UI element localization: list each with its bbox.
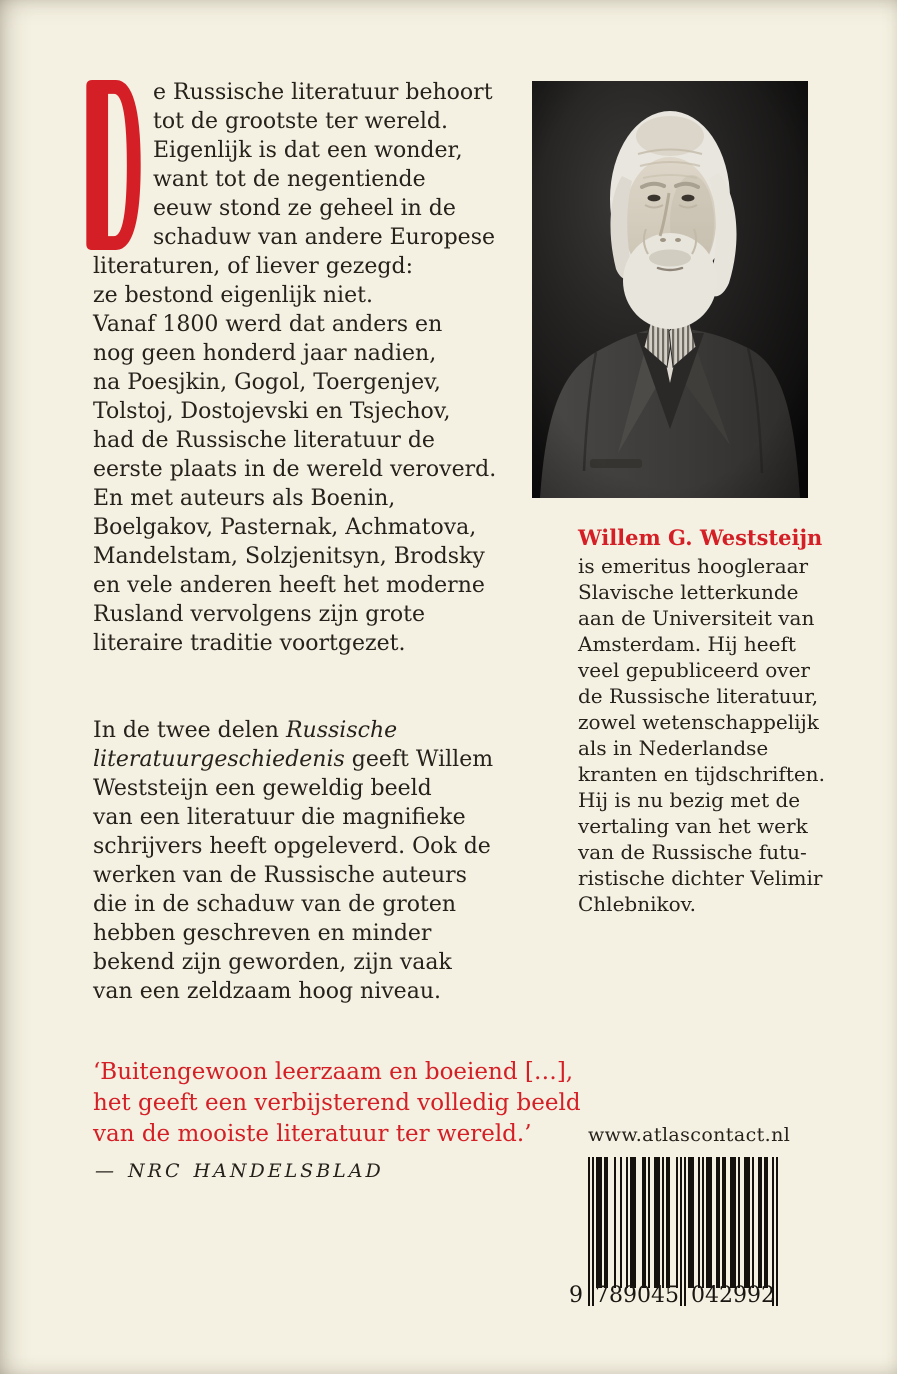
barcode-bar — [702, 1157, 704, 1288]
barcode-bar — [626, 1157, 628, 1288]
text-line: bekend zijn geworden, zijn vaak — [93, 950, 452, 975]
text-line: In de twee delen Russische — [93, 718, 398, 743]
barcode-bar — [668, 1157, 670, 1288]
barcode-bar — [592, 1157, 594, 1306]
blurb-paragraph-2 — [93, 716, 543, 1006]
text-line: Chlebnikov. — [578, 892, 696, 916]
barcode-digit: 4 — [705, 1283, 719, 1308]
barcode-digits-right — [691, 1283, 775, 1308]
text-line: van de mooiste literatuur ter wereld.’ — [93, 1121, 532, 1147]
text-line: aan de Universiteit van — [578, 606, 815, 630]
barcode-bar — [658, 1157, 660, 1288]
barcode-digit: 4 — [651, 1283, 665, 1308]
barcode-bar — [588, 1157, 590, 1306]
author-bio — [578, 553, 828, 917]
barcode-digit: 0 — [691, 1283, 705, 1308]
text-line: Amsterdam. Hij heeft — [578, 632, 796, 656]
barcode-bar — [634, 1157, 636, 1288]
author-block — [578, 524, 828, 917]
text-line: Boelgakov, Pasternak, Achmatova, — [93, 515, 477, 540]
text-line: en vele anderen heeft het moderne — [93, 573, 485, 598]
text-line: Vanaf 1800 werd dat anders en — [93, 312, 443, 337]
text-line: want tot de negentiende — [153, 167, 426, 192]
barcode-bar — [684, 1157, 686, 1306]
barcode-digit: 9 — [747, 1283, 761, 1308]
text-line: literaturen, of liever gezegd: — [93, 254, 413, 279]
barcode-digit: 9 — [733, 1283, 747, 1308]
text-line: schrijvers heeft opgeleverd. Ook de — [93, 834, 491, 859]
barcode-digit: 9 — [623, 1283, 637, 1308]
text-line: Tolstoj, Dostojevski en Tsjechov, — [93, 399, 451, 424]
text-line: van een literatuur die magnifieke — [93, 805, 466, 830]
text-line: vertaling van het werk — [578, 814, 808, 838]
barcode-bar — [776, 1157, 778, 1306]
text-line: Eigenlijk is dat een wonder, — [153, 138, 463, 163]
review-quote — [93, 1057, 581, 1150]
barcode-bar — [644, 1157, 646, 1288]
barcode-bar — [680, 1157, 682, 1306]
text-line: na Poesjkin, Gogol, Toergenjev, — [93, 370, 441, 395]
text-line: is emeritus hoogleraar — [578, 554, 809, 578]
barcode-bar — [734, 1157, 736, 1288]
text-line: e Russische literatuur behoort — [153, 80, 493, 105]
barcode-bar — [620, 1157, 622, 1288]
text-line: veel gepubliceerd over — [578, 658, 810, 682]
barcode-digit: 2 — [719, 1283, 733, 1308]
text-line: tot de grootste ter wereld. — [153, 109, 448, 134]
barcode-digit: 5 — [665, 1283, 679, 1308]
barcode-bar — [724, 1157, 726, 1288]
publisher-website: www.atlascontact.nl — [588, 1124, 791, 1146]
text-line: ze bestond eigenlijk niet. — [93, 283, 373, 308]
text-line: had de Russische literatuur de — [93, 428, 435, 453]
text-line: van de Russische futu- — [578, 840, 807, 864]
text-line: Weststeijn een geweldig beeld — [93, 776, 432, 801]
quote-attribution: — NRC HANDELSBLAD — [95, 1160, 384, 1182]
barcode — [569, 1157, 778, 1309]
text-line: hebben geschreven en minder — [93, 921, 432, 946]
barcode-bar — [676, 1157, 678, 1288]
barcode-bar — [748, 1157, 750, 1288]
text-line: En met auteurs als Boenin, — [93, 486, 396, 511]
text-line: werken van de Russische auteurs — [93, 863, 467, 888]
barcode-bar — [662, 1157, 664, 1288]
barcode-lead-digit: 9 — [569, 1283, 583, 1308]
text-line: ristische dichter Velimir — [578, 866, 823, 890]
text-line: ‘Buitengewoon leerzaam en boeiend […], — [93, 1059, 574, 1085]
barcode-bar — [692, 1157, 694, 1288]
barcode-bar — [738, 1157, 740, 1288]
barcode-bar — [718, 1157, 720, 1288]
barcode-digits-left — [595, 1283, 679, 1308]
text-line: Slavische letterkunde — [578, 580, 799, 604]
text-line: zowel wetenschappelijk — [578, 710, 819, 734]
barcode-digit: 7 — [595, 1283, 609, 1308]
text-line: het geeft een verbijsterend volledig beeld — [93, 1090, 581, 1116]
barcode-bar — [752, 1157, 754, 1288]
barcode-bar — [614, 1157, 616, 1288]
barcode-bar — [600, 1157, 602, 1288]
barcode-digit: 0 — [637, 1283, 651, 1308]
barcode-bar — [760, 1157, 762, 1288]
text-line: Rusland vervolgens zijn grote — [93, 602, 425, 627]
text-line: eerste plaats in de wereld veroverd. — [93, 457, 497, 482]
author-portrait-photo — [532, 81, 808, 498]
barcode-digit: 2 — [761, 1283, 775, 1308]
barcode-bar — [606, 1157, 608, 1288]
text-line: van een zeldzaam hoog niveau. — [93, 979, 441, 1004]
text-line: literatuurgeschiedenis geeft Willem — [93, 747, 494, 772]
text-line: als in Nederlandse — [578, 736, 769, 760]
barcode-bar — [766, 1157, 768, 1288]
text-line: Mandelstam, Solzjenitsyn, Brodsky — [93, 544, 485, 569]
text-line: eeuw stond ze geheel in de — [153, 196, 456, 221]
barcode-bar — [698, 1157, 700, 1288]
text-line: kranten en tijdschriften. — [578, 762, 825, 786]
text-line: Hij is nu bezig met de — [578, 788, 801, 812]
text-line: nog geen honderd jaar nadien, — [93, 341, 437, 366]
barcode-bar — [648, 1157, 650, 1288]
text-line: schaduw van andere Europese — [153, 225, 495, 250]
text-line: literaire traditie voortgezet. — [93, 631, 406, 656]
text-line: de Russische literatuur, — [578, 684, 819, 708]
text-line: die in de schaduw van de groten — [93, 892, 457, 917]
barcode-digit: 8 — [609, 1283, 623, 1308]
author-name: Willem G. Weststeijn — [578, 525, 823, 550]
barcode-bar — [710, 1157, 712, 1288]
blurb-paragraph-1 — [93, 78, 543, 658]
